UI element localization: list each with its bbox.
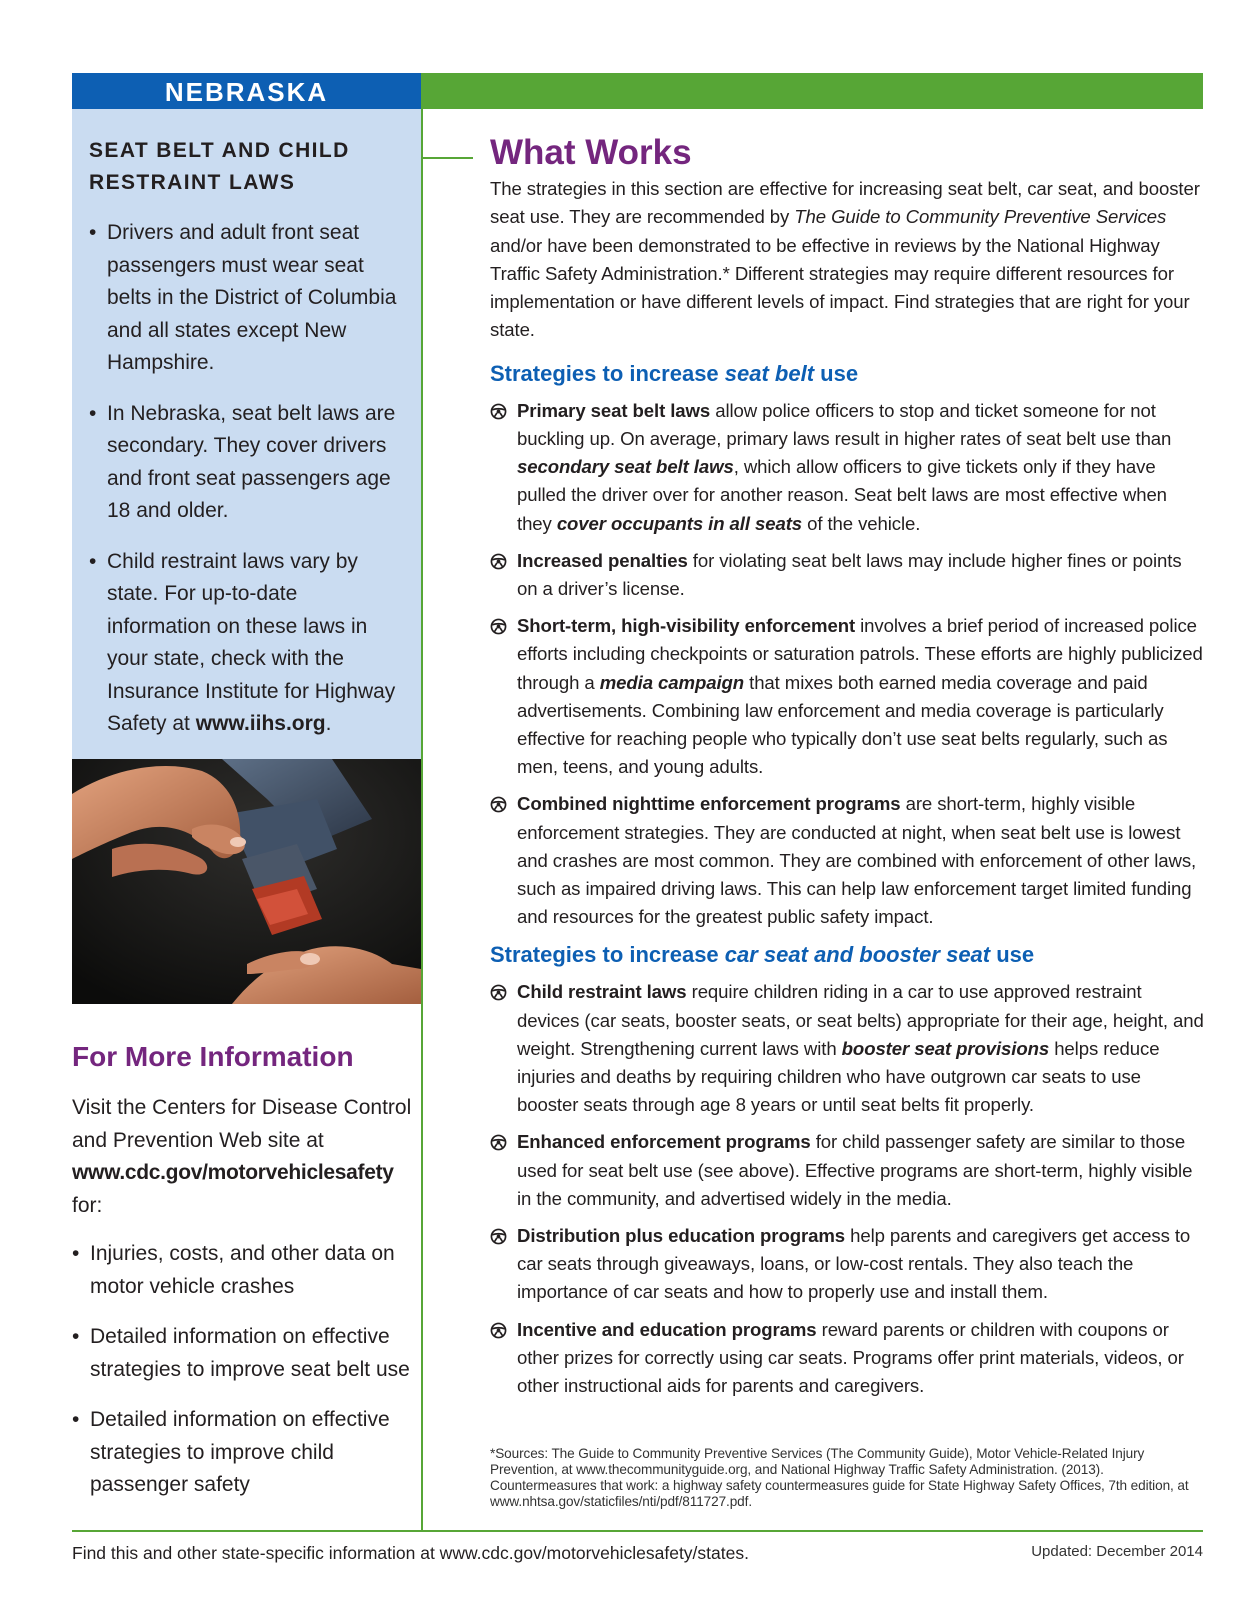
laws-item: • In Nebraska, seat belt laws are secondary. They cover drivers and front seat passengers age 18 and older. xyxy=(89,398,405,528)
divider-tick xyxy=(421,157,473,159)
wheel-icon xyxy=(490,1134,507,1151)
car-seat-strategies-heading: Strategies to increase car seat and booster seat use xyxy=(490,942,1035,968)
list-item: • Injuries, costs, and other data on motor vehicle crashes xyxy=(72,1238,412,1303)
header-green-bar xyxy=(421,73,1203,109)
list-item: • Detailed information on effective strategies to improve child passenger safety xyxy=(72,1404,412,1502)
footer-divider xyxy=(72,1530,1203,1532)
seat-belt-strategies-list xyxy=(490,397,1206,932)
sources-footnote: *Sources: The Guide to Community Preventive Services (The Community Guide), Motor Vehicle-Related Injury Prevention, at www.thecommunityguide.org, and National Highway Traffic Safety Administration. (2013). Countermeasures that work: a highway safety countermeasures guide for State Highway Safety Offices, 7th edition, at www.nhtsa.gov/staticfiles/nti/pdf/811727.pdf. xyxy=(490,1446,1189,1509)
wheel-icon xyxy=(490,618,507,635)
wheel-icon xyxy=(490,984,507,1001)
more-info-intro: Visit the Centers for Disease Control and Prevention Web site at www.cdc.gov/motorvehiclesafety for: xyxy=(72,1096,412,1217)
laws-list xyxy=(89,217,405,741)
footer-updated-date: Updated: December 2014 xyxy=(1031,1543,1203,1560)
wheel-icon xyxy=(490,403,507,420)
column-divider xyxy=(421,109,423,1531)
wheel-icon xyxy=(490,796,507,813)
cdc-link[interactable]: www.cdc.gov/motorvehiclesafety xyxy=(72,1161,394,1184)
strategy-item: Child restraint laws require children riding in a car to use approved restraint devices (car seats, booster seats, or seat belts) appropriate for their age, height, and weight. Strengthening current laws with booster seat provisions helps reduce injuries and deaths by requiring children who have outgrown car seats to use booster seats through age 8 years or until seat belts fit properly. xyxy=(490,978,1206,1119)
footer-states-link[interactable]: Find this and other state-specific information at www.cdc.gov/motorvehiclesafety/states. xyxy=(72,1543,749,1563)
wheel-icon xyxy=(490,1322,507,1339)
laws-item: • Drivers and adult front seat passengers must wear seat belts in the District of Columbia and all states except New Hampshire. xyxy=(89,217,405,380)
more-info-list xyxy=(72,1238,412,1502)
sidebar-heading-line2: RESTRAINT LAWS xyxy=(89,171,296,194)
strategy-item: Distribution plus education programs help parents and caregivers get access to car seats through giveaways, loans, or low-cost rentals. They also teach the importance of car seats and how to properly use and install them. xyxy=(490,1222,1206,1307)
seat-belt-strategies-heading: Strategies to increase seat belt use xyxy=(490,360,859,386)
car-seat-strategies-list xyxy=(490,978,1206,1400)
strategy-item: Enhanced enforcement programs for child passenger safety are similar to those used for seat belt use (see above). Effective programs are short-term, highly visible in the community, and advertised widely in the media. xyxy=(490,1128,1206,1213)
sidebar-heading-line1: SEAT BELT AND CHILD xyxy=(89,139,350,162)
what-works-title: What Works xyxy=(490,133,692,172)
what-works-intro: The strategies in this section are effective for increasing seat belt, car seat, and booster seat use. They are recommended by The Guide to Community Preventive Services and/or have been demonstrated to be effective in reviews by the National Highway Traffic Safety Administration.* Different strategies may require different resources for implementation or have different levels of impact. Find strategies that are right for your state. xyxy=(490,178,1200,341)
more-information-section xyxy=(72,1040,412,1520)
seat-belt-laws-box xyxy=(72,109,421,759)
laws-item: • Child restraint laws vary by state. For up-to-date information on these laws in your state, check with the Insurance Institute for Highway Safety at www.iihs.org. xyxy=(89,546,405,741)
strategy-item: Incentive and education programs reward parents or children with coupons or other prizes for correctly using car seats. Programs offer print materials, videos, or other instructional aids for parents and caregivers. xyxy=(490,1316,1206,1401)
iihs-link[interactable]: www.iihs.org xyxy=(195,712,326,735)
strategy-item: Increased penalties for violating seat belt laws may include higher fines or points on a driver’s license. xyxy=(490,547,1206,603)
list-item: • Detailed information on effective strategies to improve seat belt use xyxy=(72,1321,412,1386)
what-works-section xyxy=(490,133,1206,1409)
strategy-item: Short-term, high-visibility enforcement involves a brief period of increased police efforts including checkpoints or saturation patrols. These efforts are highly publicized through a media campaign that mixes both earned media coverage and paid advertisements. Combining law enforcement and media coverage is particularly effective for reaching people who typically don’t use seat belts regularly, such as men, teens, and young adults. xyxy=(490,612,1206,781)
strategy-item: Combined nighttime enforcement programs are short-term, highly visible enforcement strategies. They are conducted at night, when seat belt use is lowest and crashes are most common. They are combined with enforcement of other laws, such as impaired driving laws. This can help law enforcement target limited funding and resources for the greatest public safety impact. xyxy=(490,790,1206,931)
strategy-item: Primary seat belt laws allow police officers to stop and ticket someone for not buckling up. On average, primary laws result in higher rates of seat belt use than secondary seat belt laws, which allow officers to give tickets only if they have pulled the driver over for another reason. Seat belt laws are most effective when they cover occupants in all seats of the vehicle. xyxy=(490,397,1206,538)
wheel-icon xyxy=(490,1228,507,1245)
sidebar-heading xyxy=(89,135,405,199)
seat-belt-buckle-illustration xyxy=(72,759,421,1004)
seat-belt-buckle-photo xyxy=(72,759,421,1004)
state-banner: NEBRASKA xyxy=(72,73,421,109)
wheel-icon xyxy=(490,553,507,570)
more-info-heading: For More Information xyxy=(72,1041,354,1072)
